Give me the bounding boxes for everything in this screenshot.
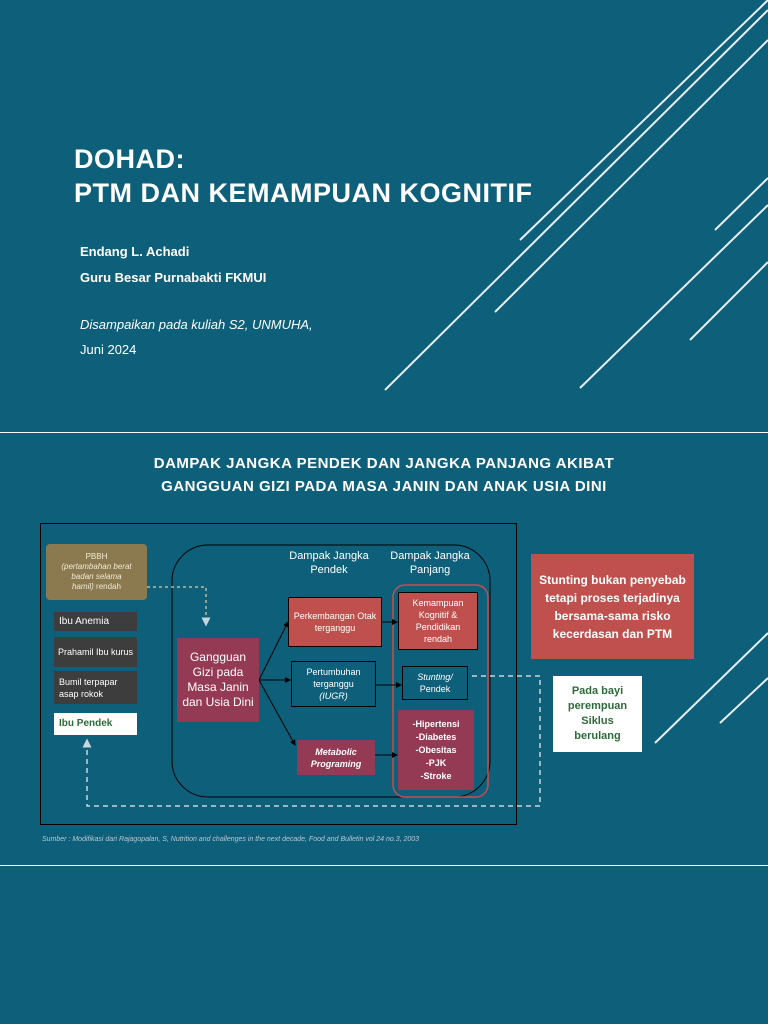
effect-diseases-list	[398, 710, 474, 790]
risk-prahamil-kurus: Prahamil Ibu kurus	[54, 637, 137, 667]
presentation-note: Disampaikan pada kuliah S2, UNMUHA,	[80, 317, 313, 332]
pbbh-desc-3	[72, 582, 121, 592]
effect-metabolic-programing: Metabolic Programing	[297, 740, 375, 775]
effect-stunting-pendek: Pendek	[419, 684, 451, 694]
slide-2-title-line-2: GANGGUAN GIZI PADA MASA JANIN DAN ANAK USIA DINI	[161, 478, 607, 495]
pbbh-desc-1: (pertambahan berat	[61, 562, 132, 571]
pbbh-desc-3-italic: hamil)	[72, 582, 94, 591]
effect-stunting-label: Stunting/	[417, 672, 453, 682]
effect-brain-development: Perkembangan Otak terganggu	[288, 597, 382, 647]
pbbh-desc-2: badan selama	[71, 572, 122, 581]
callout-stunting: Stunting bukan penyebab tetapi proses terjadinya bersama-sama risko kecerdasan dan PTM	[531, 554, 694, 659]
disease-item: -PJK	[425, 757, 447, 768]
effect-stunting	[402, 666, 468, 700]
slide-2-title-line-1: DAMPAK JANGKA PENDEK DAN JANGKA PANJANG AKIBAT	[153, 455, 615, 472]
cause-gangguan-gizi: Gangguan Gizi pada Masa Janin dan Usia Dini	[177, 638, 259, 722]
risk-asap-rokok: Bumil terpapar asap rokok	[54, 671, 137, 704]
slide-title-line-2: PTM DAN KEMAMPUAN KOGNITIF	[74, 178, 533, 208]
effect-growth-label: Pertumbuhan terganggu	[306, 667, 361, 689]
slide-title-line-1: DOHAD:	[74, 144, 185, 174]
header-long-term: Dampak Jangka Panjang	[390, 550, 470, 576]
disease-item: -Diabetes	[415, 731, 457, 742]
source-citation: Sumber : Modifikasi dari Rajagopalan, S, Nutrition and challenges in the next decade, Food and Bulletin vol 24 no.3, 2003	[42, 836, 420, 843]
slide-divider-bottom	[0, 865, 768, 866]
presentation-date: Juni 2024	[80, 342, 137, 357]
cycle-note: Pada bayi perempuan Siklus berulang	[553, 676, 642, 752]
author-role: Guru Besar Purnabakti FKMUI	[80, 270, 267, 285]
disease-item: -Hipertensi	[412, 718, 460, 729]
disease-item: -Stroke	[420, 770, 452, 781]
effect-growth-iugr: (IUGR)	[319, 691, 348, 701]
pbbh-desc-3-rest: rendah	[93, 582, 121, 591]
header-short-term: Dampak Jangka Pendek	[289, 550, 369, 576]
effect-cognitive: Kemampuan Kognitif & Pendidikan rendah	[398, 592, 478, 650]
disease-item: -Obesitas	[415, 744, 457, 755]
risk-ibu-pendek: Ibu Pendek	[54, 713, 137, 735]
effect-growth	[291, 661, 376, 707]
pbbh-box	[46, 544, 147, 600]
pbbh-title: PBBH	[85, 552, 108, 561]
author-name: Endang L. Achadi	[80, 244, 190, 259]
risk-ibu-anemia: Ibu Anemia	[54, 612, 137, 631]
